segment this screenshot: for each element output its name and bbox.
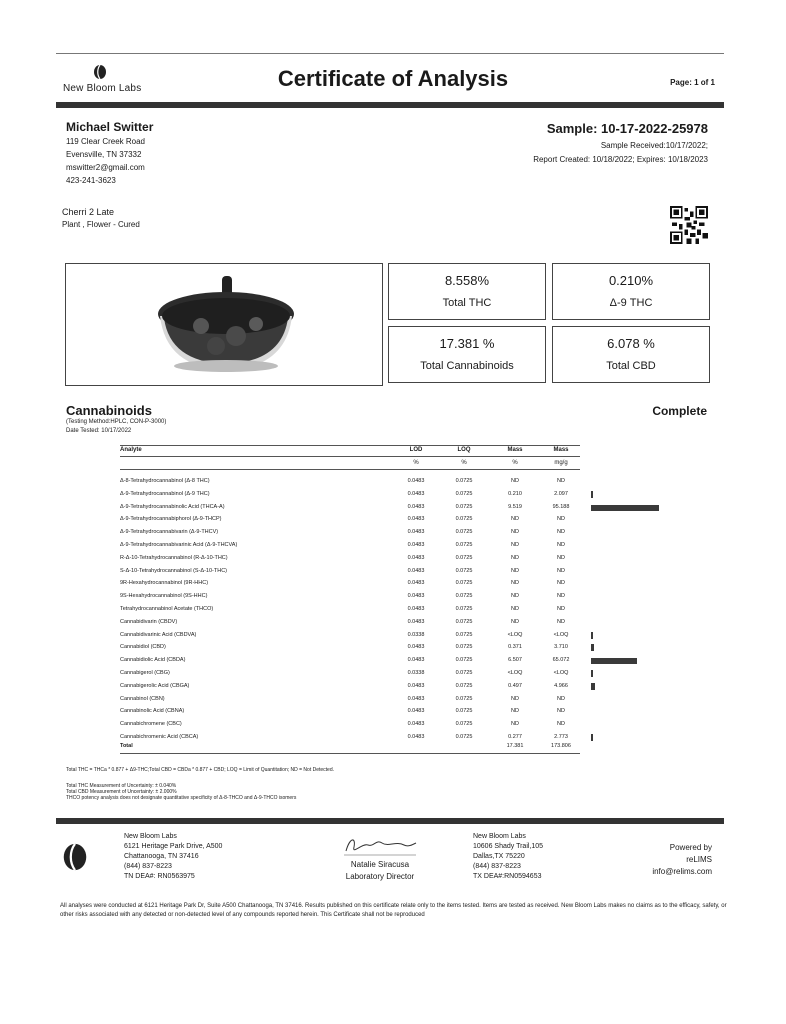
analyte-mass-pct: 0.277 [508, 734, 522, 740]
analyte-loq: 0.0725 [455, 554, 473, 561]
analyte-mass-mg: ND [557, 542, 565, 548]
analyte-loq: 0.0725 [455, 503, 473, 510]
analyte-lod: 0.0483 [407, 503, 425, 510]
table-row [0, 529, 786, 542]
table-row [0, 683, 786, 696]
lab2-line: TX DEA#:RN0594653 [473, 873, 542, 880]
analyte-mass-pct: <LOQ [507, 631, 523, 638]
unit-loq: % [461, 460, 467, 466]
analyte-loq: 0.0725 [455, 631, 473, 638]
col-mass-mg: Mass [553, 447, 569, 453]
analyte-loq: 0.0725 [455, 516, 473, 523]
col-lod: LOD [409, 447, 423, 453]
table-row [0, 516, 786, 529]
analyte-name: Cannabinolic Acid (CBNA) [120, 708, 185, 715]
table-row [0, 619, 786, 632]
analyte-bar [591, 734, 593, 741]
analyte-lod: 0.0483 [407, 580, 425, 587]
total-pct: 17.381 [506, 743, 524, 749]
header-bar [56, 102, 724, 108]
analyte-lod: 0.0483 [407, 734, 425, 740]
analyte-lod: 0.0483 [407, 554, 425, 561]
table-top-rule [120, 445, 580, 446]
powered-by-vendor: reLIMS [686, 855, 712, 864]
table-row [0, 734, 786, 747]
analyte-mass-pct: 6.507 [508, 657, 522, 664]
powered-by [652, 842, 712, 878]
analyte-mass-mg: ND [557, 606, 565, 612]
product-type: Plant , Flower - Cured [62, 220, 140, 229]
analyte-mass-mg: 65.072 [552, 657, 570, 664]
analyte-loq: 0.0725 [455, 708, 473, 715]
table-row [0, 555, 786, 568]
analyte-mass-pct: ND [511, 695, 519, 702]
analyte-loq: 0.0725 [455, 618, 473, 625]
analyte-loq: 0.0725 [455, 606, 473, 612]
delta9-thc-box [552, 263, 710, 320]
total-cbd-value: 6.078 % [607, 336, 655, 351]
client-phone: 423-241-3623 [66, 176, 116, 185]
table-row [0, 491, 786, 504]
table-row [0, 593, 786, 606]
analyte-mass-pct: 0.210 [508, 490, 522, 497]
analyte-bar [591, 658, 637, 664]
analyte-bar [591, 670, 593, 677]
table-row [0, 580, 786, 593]
analyte-mass-pct: ND [511, 721, 519, 728]
total-cannabinoids-label: Total Cannabinoids [420, 360, 514, 372]
table-row [0, 606, 786, 619]
analyte-bar [591, 644, 594, 651]
table-row [0, 644, 786, 657]
analyte-mass-mg: ND [557, 618, 565, 625]
analyte-lod: 0.0483 [407, 567, 425, 574]
analyte-mass-pct: ND [511, 567, 519, 574]
delta9-thc-value: 0.210% [608, 273, 654, 288]
analyte-mass-mg: ND [557, 708, 565, 715]
table-header-rule [120, 456, 580, 457]
analyte-name: Δ-9-Tetrahydrocannabinolic Acid (THCA-A) [120, 503, 225, 510]
analyte-mass-pct: 9.519 [508, 503, 522, 510]
analyte-name: Cannabichromene (CBC) [120, 721, 182, 728]
analyte-loq: 0.0725 [455, 657, 473, 664]
analyte-lod: 0.0483 [407, 490, 425, 497]
analyte-loq: 0.0725 [455, 542, 473, 548]
analyte-mass-pct: ND [511, 606, 519, 612]
analyte-name: Cannabichromenic Acid (CBCA) [120, 734, 199, 740]
unit-mass-pct: % [512, 460, 518, 466]
analyte-lod: 0.0483 [407, 606, 425, 612]
analyte-loq: 0.0725 [455, 529, 473, 536]
testing-method: (Testing Method:HPLC, CON-P-3000) [66, 419, 167, 425]
table-row [0, 568, 786, 581]
sample-id: Sample: 10-17-2022-25978 [546, 121, 708, 136]
total-cbd-label: Total CBD [606, 360, 656, 372]
analyte-name: Tetrahydrocannabinol Acetate (THCO) [120, 606, 214, 612]
analyte-mass-mg: 3.710 [554, 644, 568, 651]
col-mass-pct: Mass [507, 447, 523, 453]
total-cannabinoids-box [388, 326, 546, 383]
analyte-loq: 0.0725 [455, 593, 473, 600]
col-analyte: Analyte [120, 447, 142, 453]
analyte-lod: 0.0483 [407, 529, 425, 536]
analyte-mass-mg: ND [557, 529, 565, 536]
total-mg: 173.806 [551, 743, 571, 749]
analyte-lod: 0.0483 [407, 657, 425, 664]
analyte-lod: 0.0338 [407, 670, 425, 676]
lab1-line: New Bloom Labs [124, 833, 177, 840]
analyte-name: Δ-9-Tetrahydrocannabivarinic Acid (Δ-9-THCVA) [120, 542, 238, 548]
analyte-name: 9R-Hexahydrocannabinol (9R-HHC) [120, 580, 209, 587]
analyte-mass-pct: 0.497 [508, 682, 522, 689]
analyte-name: Δ-8-Tetrahydrocannabinol (Δ-8 THC) [120, 478, 210, 484]
sample-report-dates: Report Created: 10/18/2022; Expires: 10/18/2023 [533, 155, 708, 164]
analyte-loq: 0.0725 [455, 490, 473, 497]
sample-received: Sample Received:10/17/2022; [600, 141, 708, 150]
analyte-mass-mg: ND [557, 593, 565, 600]
footer-bar [56, 818, 724, 824]
analyte-mass-mg: ND [557, 554, 565, 561]
table-row [0, 504, 786, 517]
analyte-loq: 0.0725 [455, 567, 473, 574]
analyte-name: Cannabigerol (CBG) [120, 670, 170, 676]
thco-note: THCO potency analysis does not designate quantitative specificity of Δ-8-THCO and Δ-9-THCO isomers [66, 795, 297, 801]
analyte-name: Cannabigerolic Acid (CBGA) [120, 682, 190, 689]
analyte-name: R-Δ-10-Tetrahydrocannabinol (R-Δ-10-THC) [120, 554, 228, 561]
analyte-mass-pct: ND [511, 516, 519, 523]
table-row [0, 542, 786, 555]
analyte-lod: 0.0483 [407, 542, 425, 548]
analyte-mass-mg: ND [557, 580, 565, 587]
powered-by-label: Powered by [669, 843, 712, 852]
lab2-line: 10606 Shady Trail,105 [473, 843, 544, 850]
product-photo-icon [156, 276, 296, 376]
section-title: Cannabinoids [66, 403, 152, 418]
analyte-mass-pct: ND [511, 542, 519, 548]
total-cbd-box [552, 326, 710, 383]
table-row [0, 696, 786, 709]
lab1-line: TN DEA#: RN0563975 [124, 873, 195, 880]
lab2-line: Dallas,TX 75220 [473, 853, 525, 860]
analyte-mass-pct: 0.371 [508, 644, 522, 651]
analyte-mass-mg: ND [557, 567, 565, 574]
analyte-mass-pct: <LOQ [507, 670, 523, 676]
analyte-name: 9S-Hexahydrocannabinol (9S-HHC) [120, 593, 208, 600]
analyte-name: Cannabidiolic Acid (CBDA) [120, 657, 186, 664]
delta9-thc-label: Δ-9 THC [609, 297, 653, 309]
total-cannabinoids-value: 17.381 % [439, 336, 495, 351]
analyte-loq: 0.0725 [455, 734, 473, 740]
footer-leaf-logo-icon [60, 842, 90, 872]
client-email: mswitter2@gmail.com [66, 163, 145, 172]
lab1-line: 6121 Heritage Park Drive, A500 [124, 843, 223, 850]
table-row [0, 721, 786, 734]
analyte-loq: 0.0725 [455, 670, 473, 676]
product-name: Cherri 2 Late [62, 207, 115, 217]
lab2-line: (844) 837-8223 [473, 863, 521, 870]
powered-by-email[interactable]: info@relims.com [652, 867, 712, 876]
qr-code-icon [670, 206, 708, 244]
client-address-2: Evensville, TN 37332 [66, 150, 142, 159]
analyte-bar [591, 505, 659, 511]
total-label: Total [120, 743, 133, 749]
table-bottom-rule [120, 753, 580, 754]
analyte-lod: 0.0483 [407, 516, 425, 523]
analyte-name: Δ-9-Tetrahydrocannabinol (Δ-9 THC) [120, 490, 210, 497]
analyte-bar [591, 683, 595, 690]
unit-lod: % [413, 460, 419, 466]
analyte-bar [591, 632, 593, 639]
lab2-address [473, 832, 543, 882]
disclaimer: All analyses were conducted at 6121 Heritage Park Dr, Suite A500 Chattanooga, TN 37416. Results published on this certificate relate only to the items tested. Items are tested as received. New Bloom Labs makes no claims as to the efficacy, safety, or other risks associated with any detected or non-detected level of any compounds reported herein. This Certificate shall not be reproduced [60, 903, 727, 918]
formula-note: Total THC = THCa * 0.877 + Δ9-THC;Total CBD = CBDa * 0.877 + CBD; LOQ = Limit of Quantitation; ND = Not Detected. [66, 767, 334, 773]
analyte-mass-mg: 95.188 [552, 503, 570, 510]
analyte-name: Cannabidivarin (CBDV) [120, 618, 178, 625]
analyte-name: Δ-9-Tetrahydrocannabivarin (Δ-9-THCV) [120, 529, 219, 536]
analyte-name: Cannabidivarinic Acid (CBDVA) [120, 631, 197, 638]
header-rule [56, 53, 724, 54]
analyte-lod: 0.0483 [407, 478, 425, 484]
analyte-mass-pct: ND [511, 554, 519, 561]
client-address-1: 119 Clear Creek Road [66, 137, 146, 146]
analyte-lod: 0.0483 [407, 682, 425, 689]
page-title: Certificate of Analysis [277, 66, 509, 91]
client-name: Michael Switter [66, 120, 154, 134]
table-row [0, 657, 786, 670]
analyte-lod: 0.0483 [407, 708, 425, 715]
date-tested: Date Tested: 10/17/2022 [66, 428, 132, 434]
analyte-mass-mg: <LOQ [553, 631, 569, 638]
page-number: Page: 1 of 1 [670, 78, 715, 87]
total-thc-value: 8.558% [444, 273, 490, 288]
uncertainty-thc: Total THC Measurement of Uncertainty: ± 0.040% [66, 783, 177, 789]
table-row [0, 670, 786, 683]
analyte-lod: 0.0483 [407, 644, 425, 651]
total-thc-box [388, 263, 546, 320]
analyte-lod: 0.0483 [407, 695, 425, 702]
analyte-mass-pct: ND [511, 529, 519, 536]
analyte-mass-pct: ND [511, 708, 519, 715]
analyte-loq: 0.0725 [455, 721, 473, 728]
analyte-mass-mg: ND [557, 695, 565, 702]
analyte-name: Δ-9-Tetrahydrocannabiphorol (Δ-9-THCP) [120, 516, 222, 523]
table-row [0, 632, 786, 645]
analyte-loq: 0.0725 [455, 695, 473, 702]
analyte-lod: 0.0483 [407, 721, 425, 728]
analyte-mass-mg: ND [557, 721, 565, 728]
product-photo-frame [65, 263, 383, 386]
analyte-loq: 0.0725 [455, 580, 473, 587]
signer-title: Laboratory Director [345, 872, 415, 881]
brand-name: New Bloom Labs [63, 83, 142, 94]
analyte-mass-mg: 2.773 [554, 734, 568, 740]
analyte-loq: 0.0725 [455, 644, 473, 651]
analyte-loq: 0.0725 [455, 478, 473, 484]
analyte-mass-mg: ND [557, 516, 565, 523]
signature-icon [340, 833, 420, 857]
analyte-loq: 0.0725 [455, 682, 473, 689]
section-status: Complete [652, 404, 707, 418]
analyte-mass-mg: 4.966 [554, 682, 568, 689]
table-unit-rule [120, 469, 580, 470]
table-row [0, 708, 786, 721]
analyte-mass-pct: ND [511, 478, 519, 484]
lab1-address [124, 832, 222, 882]
analyte-mass-pct: ND [511, 618, 519, 625]
analyte-mass-mg: <LOQ [553, 670, 569, 676]
unit-mass-mg: mg/g [554, 460, 568, 466]
analyte-mass-pct: ND [511, 593, 519, 600]
table-row [0, 478, 786, 491]
col-loq: LOQ [457, 447, 471, 453]
signer-name: Natalie Siracusa [350, 860, 410, 869]
analyte-name: S-Δ-10-Tetrahydrocannabinol (S-Δ-10-THC) [120, 567, 227, 574]
analyte-lod: 0.0483 [407, 618, 425, 625]
analyte-mass-mg: ND [557, 478, 565, 484]
total-thc-label: Total THC [442, 297, 492, 309]
analyte-lod: 0.0483 [407, 593, 425, 600]
analyte-mass-mg: 2.097 [554, 490, 568, 497]
analyte-lod: 0.0338 [407, 631, 425, 638]
analyte-name: Cannabinol (CBN) [120, 695, 165, 702]
lab2-line: New Bloom Labs [473, 833, 526, 840]
lab1-line: Chattanooga, TN 37416 [124, 853, 199, 860]
lab1-line: (844) 837-8223 [124, 863, 172, 870]
analyte-mass-pct: ND [511, 580, 519, 587]
uncertainty-cbd: Total CBD Measurement of Uncertainty: ± 2.000% [66, 789, 177, 795]
analyte-name: Cannabidiol (CBD) [120, 644, 166, 651]
analyte-bar [591, 491, 593, 498]
